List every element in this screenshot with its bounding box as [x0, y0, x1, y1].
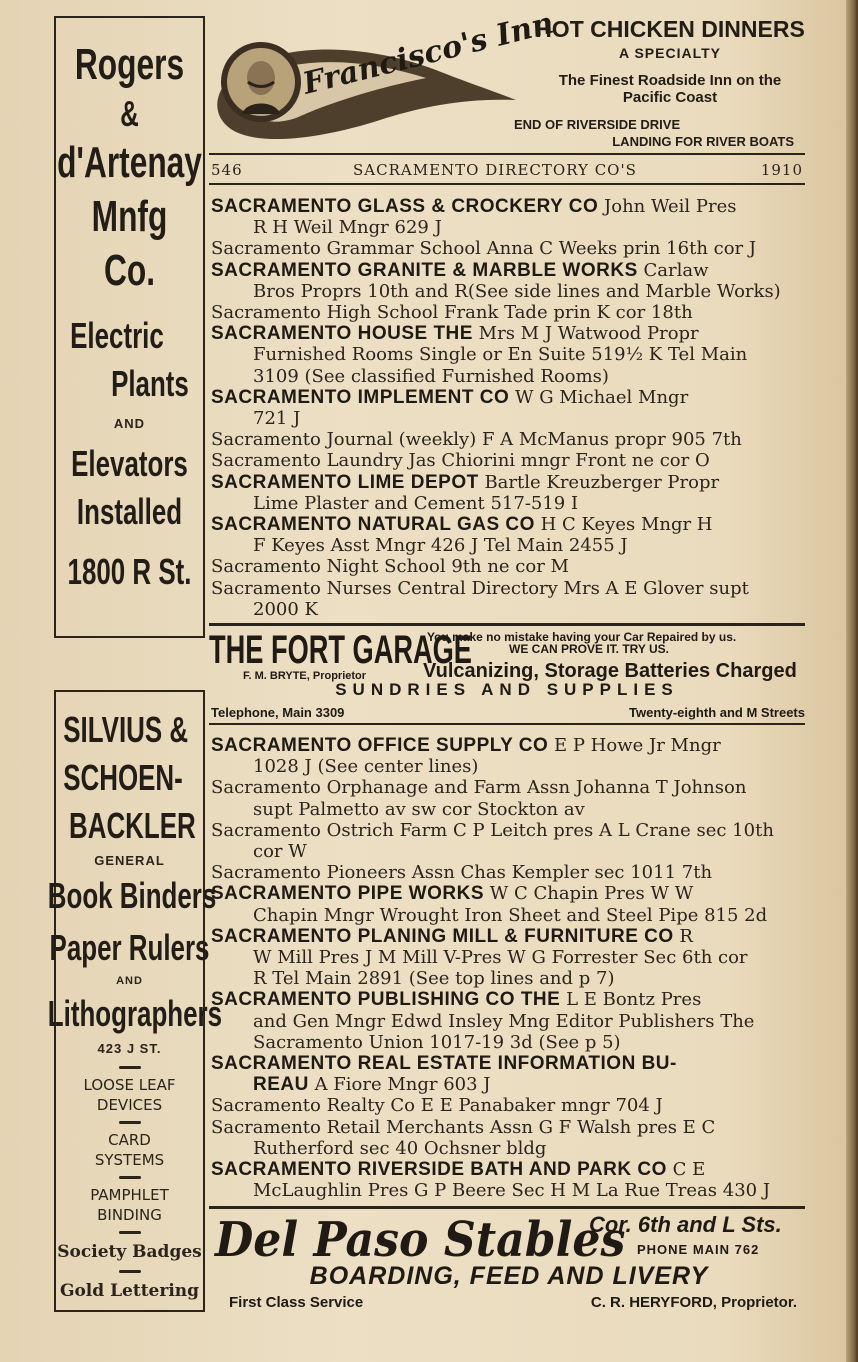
entry-line: [211, 883, 805, 904]
directory-entry: [211, 1053, 805, 1095]
directory-entry: [211, 777, 805, 819]
entry-business-name: SACRAMENTO NATURAL GAS CO: [211, 514, 535, 536]
directory-entry: [211, 260, 805, 302]
entry-line: [211, 777, 805, 798]
entry-line: [211, 862, 805, 883]
entry-business-name: SACRAMENTO PLANING MILL & FURNITURE CO: [211, 925, 674, 947]
ad-location: LANDING FOR RIVER BOATS: [612, 134, 794, 149]
page-number: 546: [211, 161, 243, 179]
entry-business-name: REAU: [253, 1074, 309, 1096]
entry-details: Bartle Kreuzberger Propr: [478, 471, 720, 493]
stables-service: BOARDING, FEED AND LIVERY: [309, 1262, 709, 1290]
directory-entry: [211, 429, 805, 450]
entry-line: [211, 260, 805, 281]
ad-line: GENERAL: [94, 853, 165, 868]
fort-garage-address: Twenty-eighth and M Streets: [629, 705, 805, 720]
ad-line: Mnfg: [91, 192, 168, 241]
entry-details: Sacramento Orphanage and Farm Assn Johanna T Johnson: [211, 777, 747, 799]
fort-garage-tagline: WE CAN PROVE IT. TRY US.: [509, 642, 670, 656]
entry-continuation: 3109 (See classified Furnished Rooms): [253, 365, 609, 387]
logo-text: Francisco's Inn: [299, 5, 558, 102]
divider: [119, 1066, 141, 1069]
stables-name: Del Paso Stables: [215, 1212, 626, 1268]
fort-garage-proprietor: F. M. BRYTE, Proprietor: [243, 670, 367, 682]
entry-continuation: 1028 J (See center lines): [253, 756, 479, 778]
entry-continuation: and Gen Mngr Edwd Insley Mng Editor Publishers The: [253, 1010, 755, 1032]
entry-line: [211, 989, 805, 1010]
entry-line: [211, 1117, 805, 1138]
ad-line: Book Binders: [47, 875, 217, 916]
entry-details: Sacramento Night School 9th ne cor M: [211, 556, 569, 578]
entry-continuation: R Tel Main 2891 (See top lines and p 7): [253, 968, 615, 990]
ad-line: SCHOEN-: [63, 757, 183, 798]
stables-phone: PHONE MAIN 762: [637, 1242, 760, 1257]
entry-details: John Weil Pres: [598, 196, 737, 217]
fort-garage-title: THE FORT GARAGE: [209, 628, 472, 672]
directory-entry: [211, 1117, 805, 1159]
entry-continuation: 2000 K: [253, 598, 318, 620]
entry-details: Sacramento Pioneers Assn Chas Kempler sec 1011 7th: [211, 862, 713, 884]
entry-continuation: Lime Plaster and Cement 517-519 I: [253, 492, 579, 514]
divider: [119, 1121, 141, 1124]
entry-continuation: [211, 1074, 805, 1095]
entry-details: Sacramento Nurses Central Directory Mrs A E Glover supt: [211, 577, 749, 599]
entry-details: Sacramento Realty Co E E Panabaker mngr 704 J: [211, 1095, 663, 1117]
entry-details: W G Michael Mngr: [509, 386, 689, 408]
entry-line: [211, 926, 805, 947]
directory-entry: [211, 472, 805, 514]
entry-details: E P Howe Jr Mngr: [548, 735, 721, 756]
directory-entry: [211, 862, 805, 883]
ad-line: PAMPHLET: [90, 1186, 169, 1204]
ad-line: Plants: [111, 363, 189, 404]
ad-location: END OF RIVERSIDE DRIVE: [514, 117, 681, 132]
ad-line: 423 J ST.: [97, 1041, 162, 1056]
entry-continuation: R H Weil Mngr 629 J: [253, 217, 442, 239]
ad-line: Co.: [103, 246, 156, 295]
ad-headline: HOT CHICKEN DINNERS: [535, 16, 805, 42]
running-title: SACRAMENTO DIRECTORY CO'S: [353, 161, 637, 179]
directory-entry: [211, 387, 805, 429]
directory-entry: [211, 556, 805, 577]
head-rule: [209, 183, 805, 185]
entry-details: Sacramento Retail Merchants Assn G F Walsh pres E C: [211, 1116, 716, 1138]
entry-details: W C Chapin Pres W W: [484, 883, 694, 905]
entry-line: [211, 820, 805, 841]
entry-business-name: SACRAMENTO LIME DEPOT: [211, 471, 479, 493]
directory-entries-top: [211, 196, 805, 620]
ad-line: &: [120, 93, 139, 134]
directory-entry: [211, 578, 805, 620]
entry-line: [211, 429, 805, 450]
entry-business-name: SACRAMENTO REAL ESTATE INFORMATION BU-: [211, 1053, 677, 1075]
entry-details: C E: [666, 1159, 706, 1181]
ad-specialty: A SPECIALTY: [618, 45, 721, 61]
entry-details: Sacramento Ostrich Farm C P Leitch pres A L Crane sec 10th: [211, 819, 774, 841]
ad-line: Elevators: [71, 443, 188, 484]
entry-line: [211, 556, 805, 577]
divider: [119, 1176, 141, 1179]
entry-line: [211, 1159, 805, 1180]
entry-details: A Fiore Mngr 603 J: [308, 1074, 491, 1096]
directory-entry: [211, 450, 805, 471]
entry-line: [211, 472, 805, 493]
entry-line: [211, 1095, 805, 1116]
entry-line: [211, 1053, 805, 1074]
year: 1910: [760, 161, 803, 179]
entry-details: Sacramento Laundry Jas Chiorini mngr Front ne cor O: [211, 450, 710, 472]
ad-address: 1800 R St.: [67, 551, 192, 592]
directory-entry: [211, 820, 805, 862]
entry-continuation: McLaughlin Pres G P Beere Sec H M La Rue Treas 430 J: [253, 1180, 771, 1202]
entry-details: H C Keyes Mngr H: [534, 514, 713, 536]
directory-entry: [211, 1159, 805, 1201]
entry-line: [211, 578, 805, 599]
ad-line: DEVICES: [96, 1096, 163, 1114]
entry-business-name: SACRAMENTO RIVERSIDE BATH AND PARK CO: [211, 1159, 667, 1181]
directory-entry: [211, 514, 805, 556]
entry-line: [211, 323, 805, 344]
ad-rule: [209, 723, 805, 725]
entry-business-name: SACRAMENTO HOUSE THE: [211, 323, 473, 345]
ad-line: Paper Rulers: [49, 927, 210, 968]
ad-line: Installed: [76, 491, 183, 532]
ad-line: BACKLER: [69, 805, 196, 846]
directory-entry: [211, 323, 805, 387]
page-edge: [846, 0, 858, 1362]
entry-continuation: Bros Proprs 10th and R(See side lines and Marble Works): [253, 280, 781, 302]
fort-garage-ad: [209, 626, 805, 726]
directory-entry: [211, 926, 805, 990]
ad-line: Lithographers: [47, 993, 223, 1034]
entry-business-name: SACRAMENTO GRANITE & MARBLE WORKS: [211, 259, 638, 281]
ad-line: d'Artenay: [57, 138, 202, 187]
entry-continuation: Furnished Rooms Single or En Suite 519½ K Tel Main: [253, 344, 748, 366]
entry-business-name: SACRAMENTO OFFICE SUPPLY CO: [211, 735, 549, 756]
entry-continuation: W Mill Pres J M Mill V-Pres W G Forrester Sec 6th cor: [253, 947, 748, 969]
entry-line: [211, 238, 805, 259]
entry-details: R: [673, 925, 693, 947]
entry-continuation: Chapin Mngr Wrought Iron Sheet and Steel Pipe 815 2d: [253, 904, 768, 926]
entry-line: [211, 514, 805, 535]
entry-business-name: SACRAMENTO IMPLEMENT CO: [211, 386, 510, 408]
ad-line: Gold Lettering: [59, 1281, 200, 1301]
directory-entries-bottom: [211, 735, 805, 1201]
ad-line: LOOSE LEAF: [83, 1076, 176, 1094]
divider: [119, 1231, 141, 1234]
directory-entry: [211, 989, 805, 1053]
stables-corner: Cor. 6th and L Sts.: [589, 1212, 782, 1237]
entry-business-name: SACRAMENTO GLASS & CROCKERY CO: [211, 196, 599, 217]
ad-line: CARD: [108, 1131, 151, 1149]
entry-line: [211, 735, 805, 756]
ad-line: BINDING: [97, 1206, 162, 1224]
entry-details: Sacramento High School Frank Tade prin K cor 18th: [211, 302, 693, 324]
directory-entry: [211, 883, 805, 925]
silvius-schoenbackler-ad: [47, 690, 223, 1312]
fort-garage-tagline: You make no mistake having your Car Repaired by us.: [427, 630, 737, 644]
entry-details: Sacramento Grammar School Anna C Weeks prin 16th cor J: [211, 238, 757, 260]
entry-details: Mrs M J Watwood Propr: [472, 323, 699, 345]
entry-continuation: 721 J: [253, 408, 301, 430]
stables-quality: First Class Service: [229, 1294, 364, 1311]
entry-continuation: Rutherford sec 40 Ochsner bldg: [253, 1137, 547, 1159]
ad-line: SILVIUS &: [63, 709, 189, 750]
fort-garage-services: Vulcanizing, Storage Batteries Charged: [423, 660, 797, 682]
directory-entry: [211, 196, 805, 238]
directory-entry: [211, 735, 805, 777]
directory-entry: [211, 238, 805, 259]
del-paso-stables-ad: [209, 1208, 809, 1318]
entry-business-name: SACRAMENTO PUBLISHING CO THE: [211, 989, 561, 1011]
divider: [119, 1270, 141, 1273]
ad-line: AND: [116, 975, 143, 987]
directory-entry: [211, 302, 805, 323]
ad-line: Electric: [70, 315, 164, 356]
fort-garage-sundries: SUNDRIES AND SUPPLIES: [335, 680, 679, 699]
franciscos-inn-logo: [206, 5, 558, 157]
entry-business-name: SACRAMENTO PIPE WORKS: [211, 883, 485, 905]
directory-entry: [211, 1095, 805, 1116]
entry-line: [211, 302, 805, 323]
entry-continuation: F Keyes Asst Mngr 426 J Tel Main 2455 J: [253, 535, 628, 557]
ad-line: AND: [113, 416, 146, 431]
entry-details: L E Bontz Pres: [560, 989, 702, 1011]
entry-continuation: Sacramento Union 1017-19 3d (See p 5): [253, 1031, 621, 1053]
ad-line: Society Badges: [57, 1242, 202, 1262]
entry-line: [211, 387, 805, 408]
ad-line: Rogers: [74, 40, 185, 89]
entry-details: Carlaw: [637, 259, 709, 281]
fort-garage-telephone: Telephone, Main 3309: [211, 705, 345, 720]
ad-tagline: Pacific Coast: [622, 89, 718, 106]
entry-line: [211, 450, 805, 471]
top-rule: [209, 153, 805, 155]
ad-tagline: The Finest Roadside Inn on the: [558, 72, 782, 89]
entry-details: Sacramento Journal (weekly) F A McManus propr 905 7th: [211, 429, 742, 451]
entry-continuation: cor W: [253, 841, 307, 863]
stables-proprietor: C. R. HERYFORD, Proprietor.: [590, 1294, 797, 1311]
ad-line: SYSTEMS: [94, 1151, 165, 1169]
entry-line: [211, 196, 805, 217]
entry-continuation: supt Palmetto av sw cor Stockton av: [253, 798, 585, 820]
rogers-dartenay-ad: [54, 16, 205, 638]
